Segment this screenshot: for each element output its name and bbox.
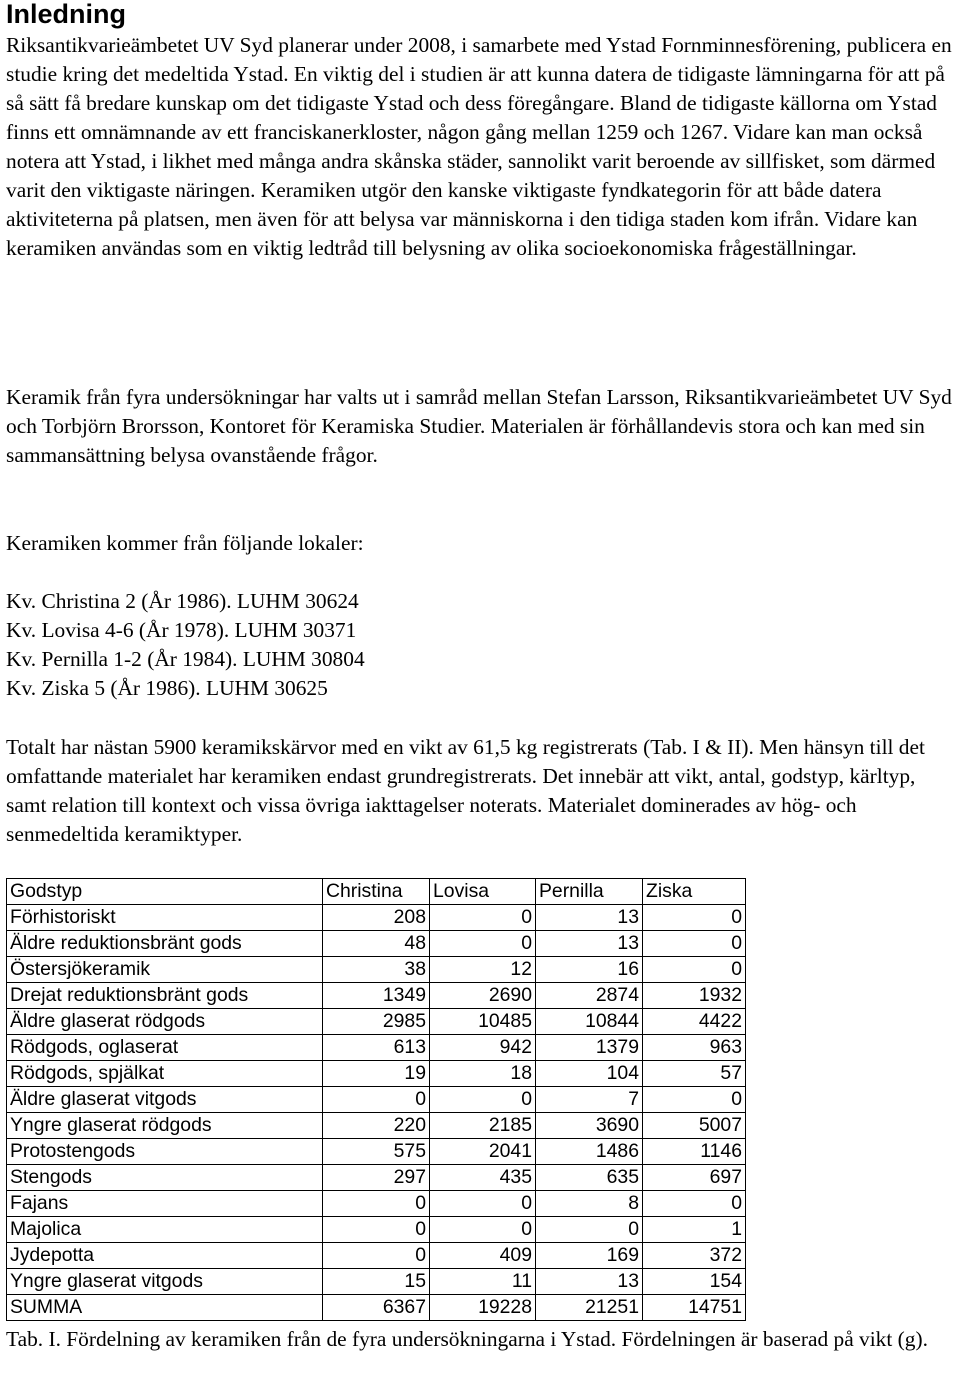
list-item: Kv. Christina 2 (År 1986). LUHM 30624 (6, 589, 359, 613)
value-cell: 0 (643, 1087, 746, 1113)
value-cell: 0 (323, 1087, 430, 1113)
table-row (7, 1139, 746, 1165)
value-cell: 5007 (643, 1113, 746, 1139)
row-label-cell: Drejat reduktionsbränt gods (7, 983, 323, 1009)
value-cell: 635 (536, 1165, 643, 1191)
value-cell: 13 (536, 931, 643, 957)
value-cell: 435 (430, 1165, 536, 1191)
ceramics-table (6, 878, 746, 1321)
value-cell: 19 (323, 1061, 430, 1087)
table-row (7, 1165, 746, 1191)
row-label-cell: Jydepotta (7, 1243, 323, 1269)
row-label-cell: Förhistoriskt (7, 905, 323, 931)
value-cell: 0 (430, 905, 536, 931)
value-cell: 220 (323, 1113, 430, 1139)
table-row (7, 1061, 746, 1087)
localities-list (6, 587, 958, 703)
value-cell: 2041 (430, 1139, 536, 1165)
value-cell: 169 (536, 1243, 643, 1269)
row-label-cell: Protostengods (7, 1139, 323, 1165)
value-cell: 11 (430, 1269, 536, 1295)
value-cell: 2690 (430, 983, 536, 1009)
column-header: Pernilla (536, 879, 643, 905)
row-label-cell: Fajans (7, 1191, 323, 1217)
list-item: Kv. Lovisa 4-6 (År 1978). LUHM 30371 (6, 618, 357, 642)
value-cell: 0 (430, 1191, 536, 1217)
page-title: Inledning (6, 0, 126, 29)
column-header: Godstyp (7, 879, 323, 905)
table-row (7, 1087, 746, 1113)
value-cell: 154 (643, 1269, 746, 1295)
value-cell: 10485 (430, 1009, 536, 1035)
row-label-cell: Rödgods, spjälkat (7, 1061, 323, 1087)
value-cell: 0 (643, 931, 746, 957)
value-cell: 575 (323, 1139, 430, 1165)
value-cell: 12 (430, 957, 536, 983)
value-cell: 7 (536, 1087, 643, 1113)
column-header: Christina (323, 879, 430, 905)
table-row (7, 1295, 746, 1321)
column-header: Lovisa (430, 879, 536, 905)
row-label-cell: Rödgods, oglaserat (7, 1035, 323, 1061)
summary-paragraph: Totalt har nästan 5900 keramikskärvor med en vikt av 61,5 kg registrerats (Tab. I & II). Men hänsyn till det omfattande materialet har keramiken endast grundregistrerats. Det innebär att vikt, antal, godstyp, kärltyp, samt relation till kontext och vissa övriga iakttagelser noterats. Materialet dominerades av hög- och senmedeltida keramiktyper. (6, 735, 925, 846)
value-cell: 57 (643, 1061, 746, 1087)
value-cell: 0 (323, 1243, 430, 1269)
value-cell: 48 (323, 931, 430, 957)
value-cell: 0 (430, 1087, 536, 1113)
intro-paragraph: Riksantikvarieämbetet UV Syd planerar under 2008, i samarbete med Ystad Fornminnesförening, publicera en studie kring det medeltida Ystad. En viktig del i studien är att kunna datera de tidigaste lämningarna för att på så sätt få bredare kunskap om det tidigaste Ystad och dess föregångare. Bland de tidigaste källorna om Ystad finns ett omnämnande av ett franciskanerkloster, någon gång mellan 1259 och 1267. Vidare kan man också notera att Ystad, i likhet med många andra skånska städer, sannolikt varit beroende av sillfisket, som därmed varit den viktigaste näringen. Keramiken utgör den kanske viktigaste fyndkategorin för att både datera aktiviteterna på platsen, men även för att belysa var människorna i den tidiga staden kom ifrån. Vidare kan keramiken användas som en viktig ledtråd till belysning av olika socioekonomiska frågeställningar. (6, 33, 952, 260)
value-cell: 4422 (643, 1009, 746, 1035)
value-cell: 1349 (323, 983, 430, 1009)
row-label-cell: Stengods (7, 1165, 323, 1191)
value-cell: 15 (323, 1269, 430, 1295)
row-label-cell: Yngre glaserat rödgods (7, 1113, 323, 1139)
value-cell: 0 (323, 1191, 430, 1217)
table-row (7, 1035, 746, 1061)
table-row (7, 983, 746, 1009)
value-cell: 13 (536, 905, 643, 931)
value-cell: 18 (430, 1061, 536, 1087)
list-item: Kv. Pernilla 1-2 (År 1984). LUHM 30804 (6, 647, 365, 671)
value-cell: 1 (643, 1217, 746, 1243)
value-cell: 16 (536, 957, 643, 983)
row-label-cell: Majolica (7, 1217, 323, 1243)
row-label-cell: SUMMA (7, 1295, 323, 1321)
value-cell: 1379 (536, 1035, 643, 1061)
row-label-cell: Äldre glaserat rödgods (7, 1009, 323, 1035)
table-caption: Tab. I. Fördelning av keramiken från de fyra undersökningarna i Ystad. Fördelningen är baserad på vikt (g). (6, 1327, 928, 1351)
value-cell: 942 (430, 1035, 536, 1061)
value-cell: 19228 (430, 1295, 536, 1321)
value-cell: 21251 (536, 1295, 643, 1321)
value-cell: 2985 (323, 1009, 430, 1035)
table-row (7, 905, 746, 931)
localities-intro: Keramiken kommer från följande lokaler: (6, 531, 364, 555)
table-row (7, 957, 746, 983)
value-cell: 104 (536, 1061, 643, 1087)
row-label-cell: Äldre glaserat vitgods (7, 1087, 323, 1113)
row-label-cell: Östersjökeramik (7, 957, 323, 983)
selection-paragraph: Keramik från fyra undersökningar har valts ut i samråd mellan Stefan Larsson, Riksantikvarieämbetet UV Syd och Torbjörn Brorsson, Kontoret för Keramiska Studier. Materialen är förhållandevis stora och kan med sin sammansättning belysa ovanstående frågor. (6, 385, 952, 467)
value-cell: 8 (536, 1191, 643, 1217)
value-cell: 2185 (430, 1113, 536, 1139)
row-label-cell: Äldre reduktionsbränt gods (7, 931, 323, 957)
value-cell: 613 (323, 1035, 430, 1061)
value-cell: 372 (643, 1243, 746, 1269)
table-row (7, 1269, 746, 1295)
value-cell: 297 (323, 1165, 430, 1191)
list-item: Kv. Ziska 5 (År 1986). LUHM 30625 (6, 676, 328, 700)
value-cell: 0 (643, 957, 746, 983)
value-cell: 2874 (536, 983, 643, 1009)
value-cell: 13 (536, 1269, 643, 1295)
table-row (7, 1191, 746, 1217)
value-cell: 208 (323, 905, 430, 931)
value-cell: 963 (643, 1035, 746, 1061)
value-cell: 0 (536, 1217, 643, 1243)
value-cell: 409 (430, 1243, 536, 1269)
value-cell: 1486 (536, 1139, 643, 1165)
value-cell: 0 (430, 1217, 536, 1243)
value-cell: 0 (643, 905, 746, 931)
row-label-cell: Yngre glaserat vitgods (7, 1269, 323, 1295)
column-header: Ziska (643, 879, 746, 905)
table-row (7, 1113, 746, 1139)
value-cell: 1146 (643, 1139, 746, 1165)
table-row (7, 1243, 746, 1269)
table-row (7, 1009, 746, 1035)
value-cell: 14751 (643, 1295, 746, 1321)
value-cell: 6367 (323, 1295, 430, 1321)
value-cell: 10844 (536, 1009, 643, 1035)
table-header-row (7, 879, 746, 905)
value-cell: 0 (430, 931, 536, 957)
value-cell: 0 (643, 1191, 746, 1217)
table-row (7, 931, 746, 957)
value-cell: 697 (643, 1165, 746, 1191)
value-cell: 38 (323, 957, 430, 983)
table-row (7, 1217, 746, 1243)
value-cell: 3690 (536, 1113, 643, 1139)
value-cell: 0 (323, 1217, 430, 1243)
value-cell: 1932 (643, 983, 746, 1009)
